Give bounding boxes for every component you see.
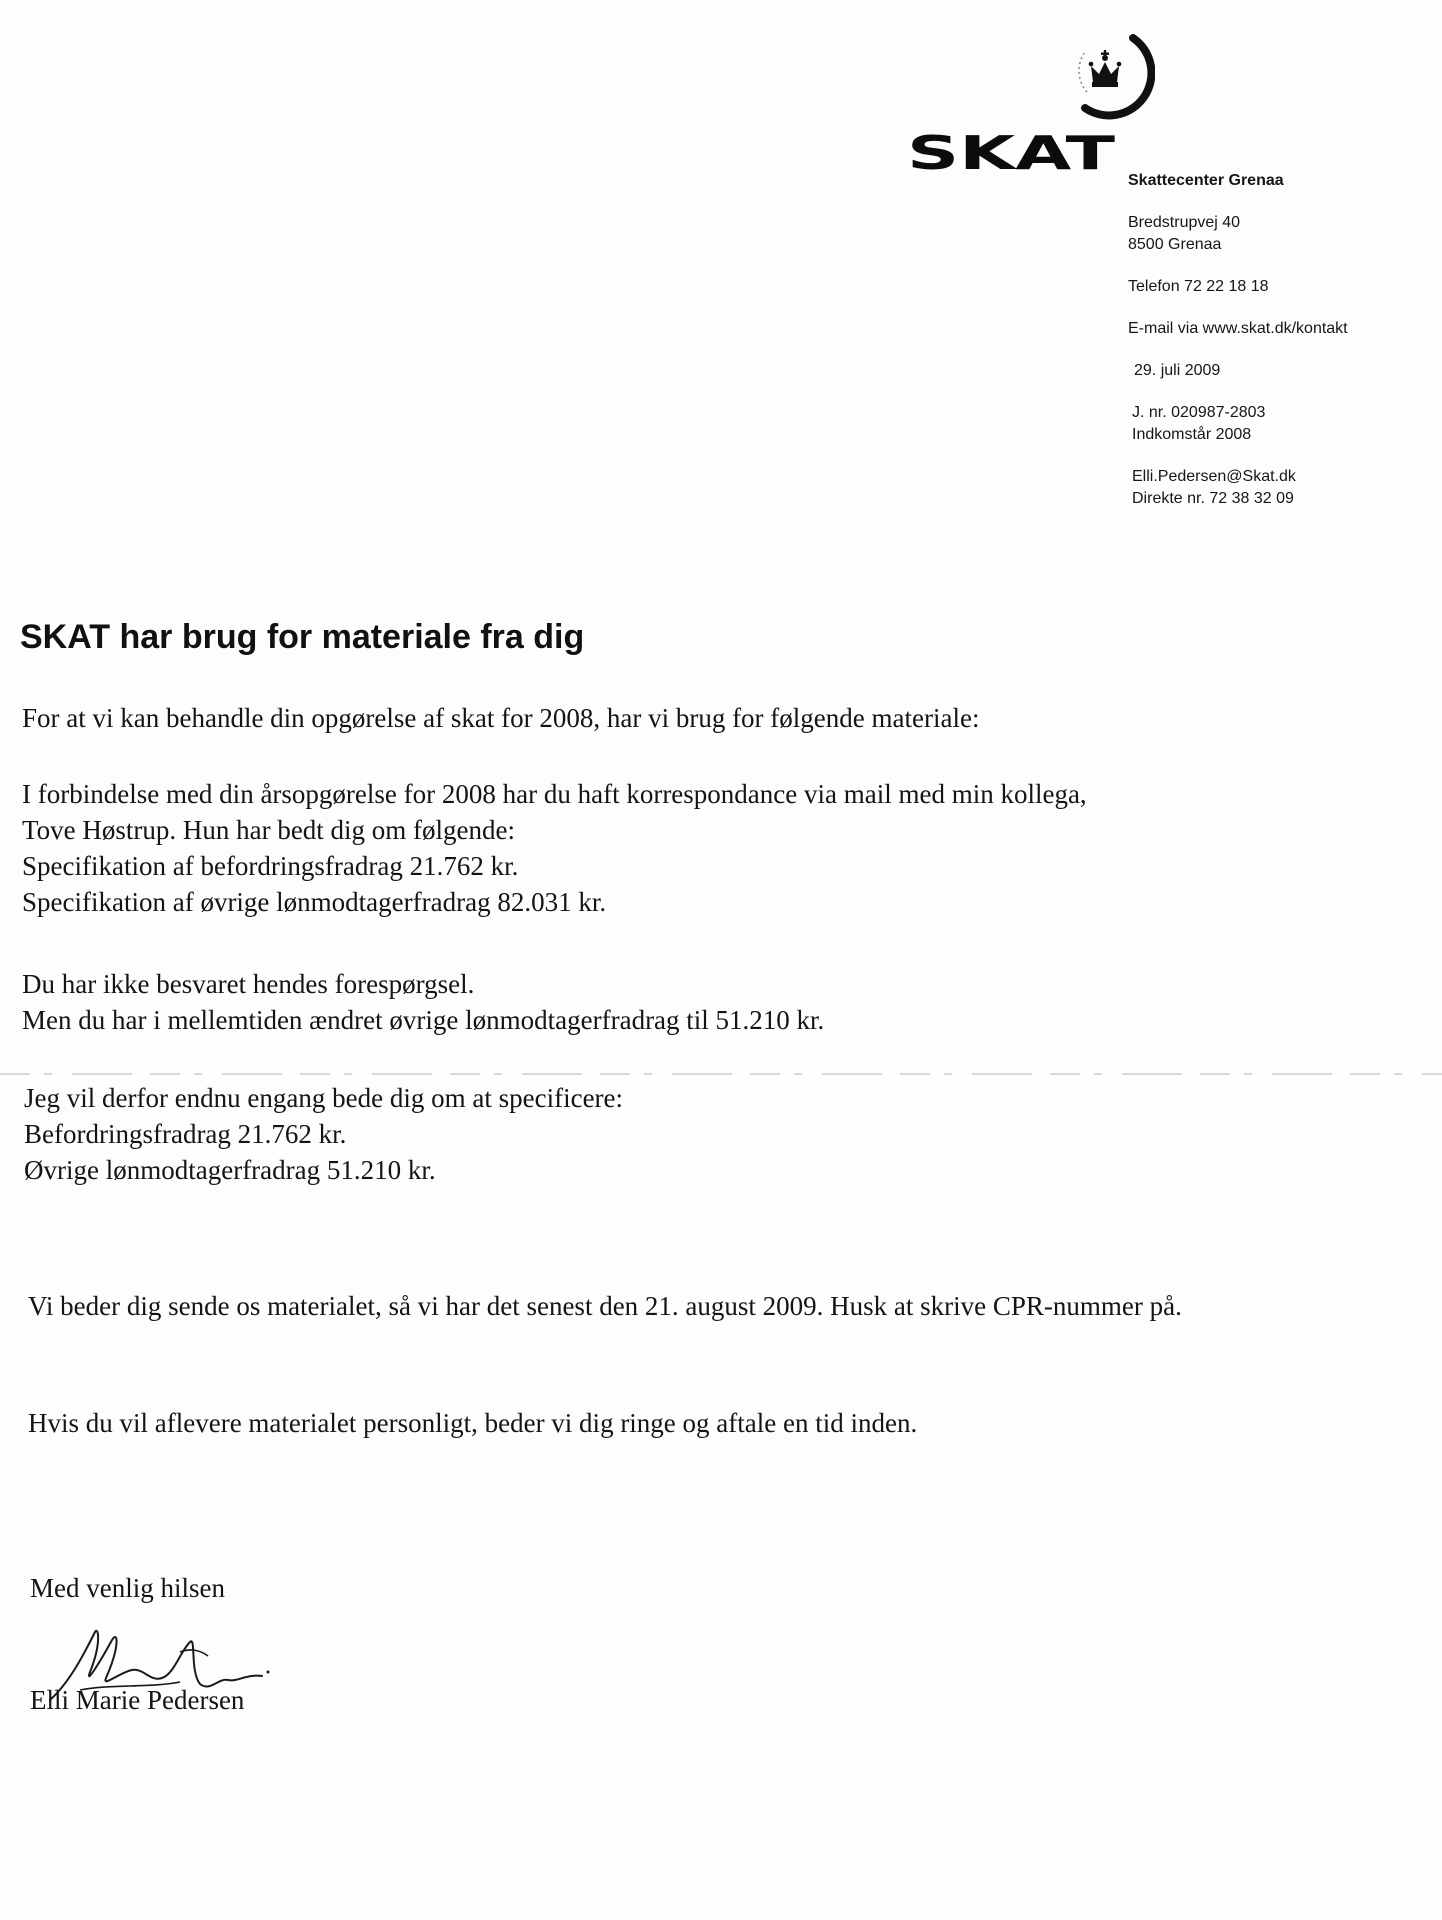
scan-artifact-line bbox=[0, 1073, 1442, 1075]
intro-text: For at vi kan behandle din opgørelse af skat for 2008, har vi brug for følgende materiale: bbox=[22, 703, 980, 733]
again-line: Jeg vil derfor endnu engang bede dig om at specificere: bbox=[24, 1083, 624, 1113]
delivery-paragraph bbox=[28, 1405, 1288, 1441]
request-line: I forbindelse med din årsopgørelse for 2008 har du haft korrespondance via mail med min kollega, bbox=[22, 779, 1087, 809]
request-again-paragraph bbox=[24, 1080, 1284, 1188]
again-line: Øvrige lønmodtagerfradrag 51.210 kr. bbox=[24, 1155, 436, 1185]
sender-email-block bbox=[1128, 318, 1428, 340]
signer-name: Elli Marie Pedersen bbox=[30, 1685, 245, 1715]
crown-emblem-icon bbox=[1055, 22, 1155, 122]
status-line: Du har ikke besvaret hendes forespørgsel. bbox=[22, 969, 475, 999]
deadline-paragraph bbox=[28, 1288, 1268, 1324]
income-year: Indkomstår 2008 bbox=[1132, 426, 1252, 443]
caseworker-contact bbox=[1128, 466, 1428, 510]
direct-phone: Direkte nr. 72 38 32 09 bbox=[1132, 490, 1294, 507]
sender-address bbox=[1128, 212, 1428, 256]
sender-phone-block bbox=[1128, 276, 1428, 298]
sender-city: 8500 Grenaa bbox=[1128, 236, 1222, 253]
journal-number: J. nr. 020987-2803 bbox=[1132, 404, 1266, 421]
sender-phone: Telefon 72 22 18 18 bbox=[1128, 278, 1269, 295]
request-line: Tove Høstrup. Hun har bedt dig om følgende: bbox=[22, 815, 516, 845]
status-paragraph bbox=[22, 966, 1282, 1038]
delivery-text: Hvis du vil aflevere materialet personligt, beder vi dig ringe og aftale en tid inden. bbox=[28, 1408, 918, 1438]
deadline-text: Vi beder dig sende os materialet, så vi har det senest den 21. august 2009. Husk at skrive CPR-nummer på. bbox=[28, 1291, 1182, 1321]
sender-block bbox=[1128, 170, 1428, 530]
status-line: Men du har i mellemtiden ændret øvrige lønmodtagerfradrag til 51.210 kr. bbox=[22, 1005, 825, 1035]
sender-office: Skattecenter Grenaa bbox=[1128, 172, 1284, 189]
request-paragraph bbox=[22, 776, 1282, 920]
request-line: Specifikation af øvrige lønmodtagerfradrag 82.031 kr. bbox=[22, 887, 607, 917]
skat-logo bbox=[905, 22, 1140, 179]
case-reference bbox=[1128, 402, 1428, 446]
letter-date: 29. juli 2009 bbox=[1134, 362, 1221, 379]
again-line: Befordringsfradrag 21.762 kr. bbox=[24, 1119, 347, 1149]
request-line: Specifikation af befordringsfradrag 21.762 kr. bbox=[22, 851, 519, 881]
caseworker-email: Elli.Pedersen@Skat.dk bbox=[1132, 468, 1296, 485]
skat-wordmark bbox=[905, 119, 1120, 179]
sender-street: Bredstrupvej 40 bbox=[1128, 214, 1241, 231]
letter-headline: SKAT har brug for materiale fra dig bbox=[20, 618, 585, 656]
sender-email-contact: E-mail via www.skat.dk/kontakt bbox=[1128, 320, 1348, 337]
letter-date-block bbox=[1128, 360, 1428, 382]
skat-wordmark-text: SKAT bbox=[907, 126, 1116, 179]
intro-paragraph bbox=[22, 700, 1282, 736]
closing-greeting: Med venlig hilsen bbox=[30, 1573, 225, 1603]
